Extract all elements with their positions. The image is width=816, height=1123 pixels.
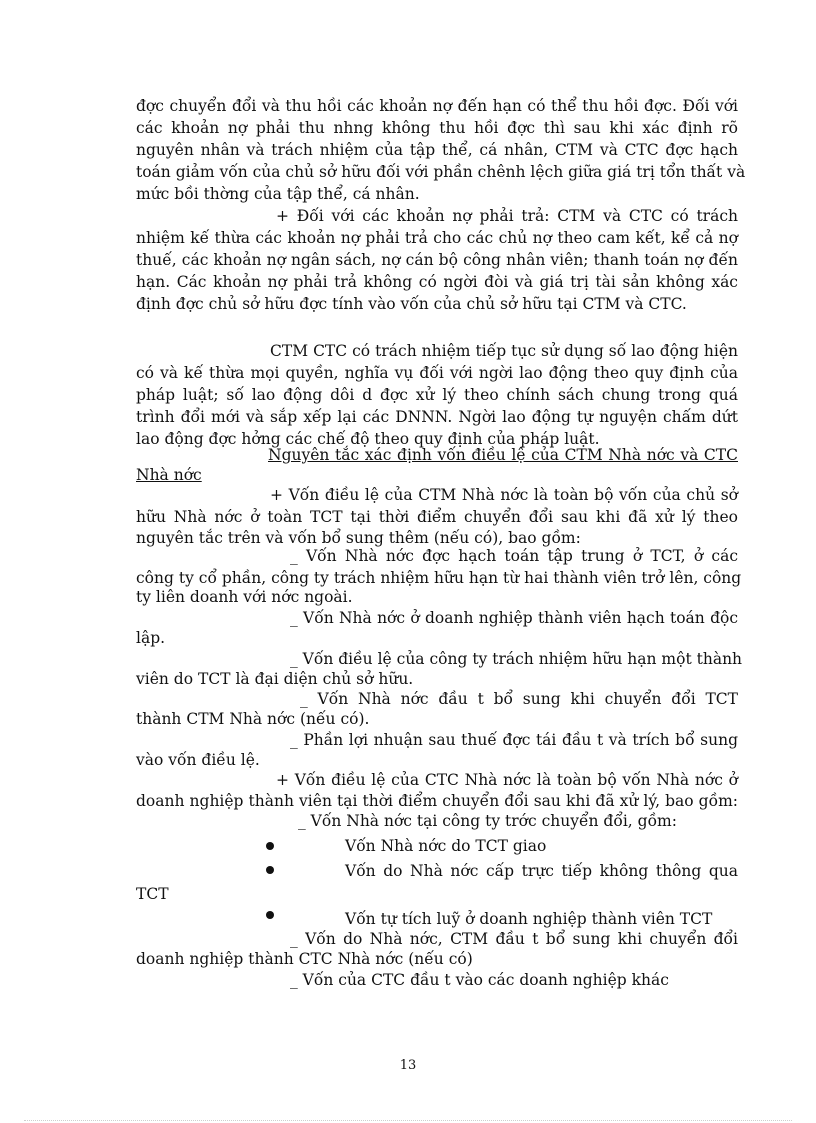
text-line: doanh nghiệp thành CTC Nhà nớc (nếu có)	[136, 950, 473, 968]
text-line: viên do TCT là đại diện chủ sở hữu.	[136, 670, 414, 688]
list-item: Vốn do Nhà nớc cấp trực tiếp không thông qua	[345, 862, 738, 880]
text-line: mức bồi thờng của tập thể, cá nhân.	[136, 185, 420, 203]
text-line: _ Vốn Nhà nớc ở doanh nghiệp thành viên hạch toán độc	[290, 609, 738, 627]
bullet-icon	[266, 911, 274, 919]
text-line: lập.	[136, 629, 166, 647]
section-heading: Nguyên tắc xác định vốn điều lệ của CTM Nhà nớc và CTC	[268, 446, 738, 464]
text-line: _ Vốn Nhà nớc đợc hạch toán tập trung ở TCT, ở các	[290, 547, 738, 565]
text-line: hạn. Các khoản nợ phải trả không có ngời đòi và giá trị tài sản không xác	[136, 273, 738, 291]
text-line: _ Vốn Nhà nớc tại công ty trớc chuyển đổi, gồm:	[298, 812, 677, 830]
text-line: CTM CTC có trách nhiệm tiếp tục sử dụng số lao động hiện	[270, 342, 738, 360]
list-item: Vốn Nhà nớc do TCT giao	[345, 837, 547, 855]
text-line: các khoản nợ phải thu nhng không thu hồi đợc thì sau khi xác định rõ	[136, 119, 738, 137]
text-line: đợc chuyển đổi và thu hồi các khoản nợ đến hạn có thể thu hồi đợc. Đối với	[136, 97, 738, 115]
text-line: thành CTM Nhà nớc (nếu có).	[136, 710, 370, 728]
text-line: toán giảm vốn của chủ sở hữu đối với phần chênh lệch giữa giá trị tổn thất và	[136, 163, 746, 181]
text-line: _ Vốn của CTC đầu t vào các doanh nghiệp khác	[290, 971, 669, 989]
section-heading-cont: Nhà nớc	[136, 466, 202, 484]
text-line: nhiệm kế thừa các khoản nợ phải trả cho các chủ nợ theo cam kết, kể cả nợ	[136, 229, 738, 247]
list-item: Vốn tự tích luỹ ở doanh nghiệp thành viên TCT	[345, 910, 713, 928]
text-line: nguyên nhân và trách nhiệm của tập thể, cá nhân, CTM và CTC đợc hạch	[136, 141, 738, 159]
text-line: thuế, các khoản nợ ngân sách, nợ cán bộ công nhân viên; thanh toán nợ đến	[136, 251, 738, 269]
text-line: hữu Nhà nớc ở toàn TCT tại thời điểm chuyển đổi sau khi đã xử lý theo	[136, 508, 738, 526]
text-line: định đợc chủ sở hữu đợc tính vào vốn của chủ sở hữu tại CTM và CTC.	[136, 295, 687, 313]
text-line: lao động đợc hởng các chế độ theo quy định của pháp luật.	[136, 430, 600, 448]
text-line: vào vốn điều lệ.	[136, 751, 260, 769]
page-number: 13	[399, 1058, 417, 1073]
list-item-cont: TCT	[136, 885, 169, 903]
text-line: pháp luật; số lao động dôi d đợc xử lý theo chính sách chung trong quá	[136, 386, 738, 404]
text-line: + Đối với các khoản nợ phải trả: CTM và CTC có trách	[276, 207, 738, 225]
text-line: nguyên tắc trên và vốn bổ sung thêm (nếu có), bao gồm:	[136, 529, 581, 547]
bullet-icon	[266, 842, 274, 850]
text-line: + Vốn điều lệ của CTC Nhà nớc là toàn bộ vốn Nhà nớc ở	[276, 771, 738, 789]
text-line: công ty cổ phần, công ty trách nhiệm hữu hạn từ hai thành viên trở lên, công	[136, 569, 742, 587]
text-line: _ Vốn do Nhà nớc, CTM đầu t bổ sung khi chuyển đổi	[290, 930, 738, 948]
text-line: _ Vốn điều lệ của công ty trách nhiệm hữu hạn một thành	[290, 650, 743, 668]
text-line: có và kế thừa mọi quyền, nghĩa vụ đối với ngời lao động theo quy định của	[136, 364, 738, 382]
page-divider	[24, 1120, 792, 1121]
text-line: doanh nghiệp thành viên tại thời điểm chuyển đổi sau khi đã xử lý, bao gồm:	[136, 792, 738, 810]
bullet-icon	[266, 866, 274, 874]
text-line: ty liên doanh với nớc ngoài.	[136, 588, 353, 606]
text-line: + Vốn điều lệ của CTM Nhà nớc là toàn bộ vốn của chủ sở	[270, 486, 738, 504]
text-line: _ Vốn Nhà nớc đầu t bổ sung khi chuyển đổi TCT	[300, 690, 738, 708]
text-line: trình đổi mới và sắp xếp lại các DNNN. Ngời lao động tự nguyện chấm dứt	[136, 408, 738, 426]
text-line: _ Phần lợi nhuận sau thuế đợc tái đầu t và trích bổ sung	[290, 731, 738, 749]
